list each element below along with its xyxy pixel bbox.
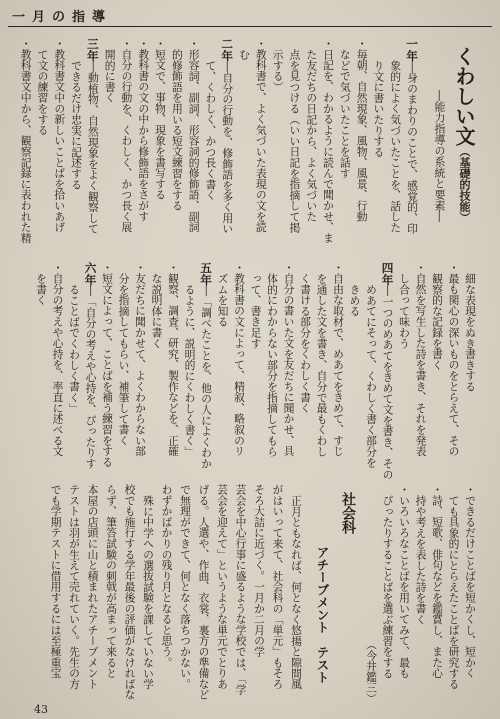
grade-label: 二年 xyxy=(220,38,235,62)
text-column xyxy=(165,262,182,480)
item-text: 持や考えを表した詩を書く xyxy=(414,494,428,625)
article-author: （今井鑑三） xyxy=(365,639,378,704)
item-text: めあてにそって、くわしく書く部分を xyxy=(365,283,378,468)
text-column xyxy=(66,262,83,480)
guideline-item xyxy=(247,262,297,480)
item-text: ることばでくわしく書く」 xyxy=(68,283,81,414)
text-column xyxy=(403,38,420,258)
body-column: げる。人選や、作曲、衣裳、裏方の準備など xyxy=(197,484,211,700)
text-column xyxy=(49,262,66,480)
guideline-item xyxy=(346,262,396,480)
text-column xyxy=(118,38,135,258)
text-column xyxy=(84,38,101,258)
item-text: を書く xyxy=(35,272,48,306)
text-column xyxy=(379,484,396,704)
text-column xyxy=(429,262,446,480)
body-paragraph xyxy=(46,484,157,704)
guideline-item xyxy=(379,484,412,704)
item-text: ても具象的にとらえたことばを研究する xyxy=(447,494,461,690)
text-column xyxy=(115,262,132,480)
item-text: ・形容詞、副詞、形容詞的修飾語、副詞 xyxy=(187,38,201,233)
grade-label: 六年 xyxy=(83,262,98,286)
guideline-item xyxy=(370,38,420,258)
text-column xyxy=(264,262,281,480)
body-column: でも学期テストに借用するには至極重宝 xyxy=(49,484,63,679)
item-text: ・短文によって、ことばを補う練習をする xyxy=(101,262,114,468)
body-column: 本屋の店頭に山と積まれたアチーブメント xyxy=(86,484,100,690)
item-text: ぴったりすることばを選ぶ練習をする xyxy=(381,494,395,679)
text-column xyxy=(379,262,396,480)
item-text: ・できるだけことばを短かくし、短かく xyxy=(464,484,477,679)
item-text: て、くわしく、かつ長く書く xyxy=(204,59,218,200)
guideline-item xyxy=(181,262,214,480)
text-column xyxy=(280,262,297,480)
text-column xyxy=(412,262,429,480)
text-column xyxy=(353,38,370,258)
text-column xyxy=(462,484,479,704)
text-column xyxy=(34,38,51,258)
text-column xyxy=(370,38,387,258)
guideline-item xyxy=(33,262,66,480)
running-header: 一月の指導 xyxy=(12,10,113,25)
guideline-item xyxy=(445,484,478,704)
text-column xyxy=(151,38,168,258)
body-column: 正月ともなれば、何となく悠揚と隙間風 xyxy=(290,494,303,690)
item-text: ・観察、調査、研究、製作などを、正確 xyxy=(167,262,180,457)
text-column xyxy=(396,484,413,704)
guideline-item xyxy=(214,262,247,480)
item-text: ―「調べたことを、他の人によくわか xyxy=(200,285,213,469)
item-text: 開的に書く xyxy=(103,48,117,103)
item-text: ・教科書で、よく気づいた表現の文を読 xyxy=(254,38,268,233)
text-column xyxy=(101,38,118,258)
text-column xyxy=(198,262,215,480)
item-text: 分を指摘してもらい、補筆して書く xyxy=(117,272,131,446)
item-text: た友だちの日記から、よく気づいた xyxy=(305,48,319,222)
guideline-item xyxy=(429,262,462,480)
item-text: て文の練習をする xyxy=(36,48,50,136)
body-column: そろ大詰に近づく。一月か二月の学 xyxy=(253,484,266,657)
item-text: 点を見つける（いい日記を指摘して掲 xyxy=(288,48,302,233)
text-column xyxy=(429,484,446,704)
upper-tier xyxy=(17,38,478,258)
text-column xyxy=(396,262,413,480)
text-column xyxy=(231,262,248,480)
text-column xyxy=(202,38,219,258)
text-column xyxy=(386,38,403,258)
text-column xyxy=(445,484,462,704)
guideline-item xyxy=(412,484,445,704)
item-text: り文に書いたりする xyxy=(372,59,386,157)
text-column xyxy=(132,262,149,480)
grade-label: 四年 xyxy=(380,262,395,286)
item-text: 観察的な記録を書く xyxy=(431,272,444,370)
guideline-item xyxy=(34,38,68,258)
text-column xyxy=(297,262,314,480)
item-text: ・日記を、わかるように読んで聞かせ、ま xyxy=(322,38,336,244)
body-column: がはいって来て、社会科の「単元」もそろ xyxy=(271,484,285,690)
grade-label: 一年 xyxy=(405,38,419,62)
section-label: 社会科 xyxy=(340,492,356,534)
item-text: 示する） xyxy=(271,48,285,92)
text-column xyxy=(218,38,235,258)
item-text: ・短文で、事物、現象を書写する xyxy=(154,38,168,200)
item-text: ・自分の考えや心持を、率直に述べる文 xyxy=(51,262,65,457)
item-text: って、書き足す xyxy=(249,272,263,349)
body-column: わずかばかりの残り月となると思う。 xyxy=(160,484,174,668)
item-text: ・最も関心の深いものをとらえて、その xyxy=(447,262,461,457)
article-title-note: （基礎的技能） xyxy=(458,146,471,223)
text-column xyxy=(181,262,198,480)
item-text: るように、説明的にくわしく書く」 xyxy=(183,283,197,457)
item-text: などで気づいたことを話す xyxy=(338,48,352,179)
text-column xyxy=(134,38,151,258)
text-column xyxy=(99,262,116,480)
article-title xyxy=(450,38,478,258)
header-rule xyxy=(8,26,492,27)
item-text: ―「自分の考えや心持を、ぴったりす xyxy=(84,285,98,469)
text-column xyxy=(445,262,462,480)
guideline-item xyxy=(168,38,202,258)
guideline-item xyxy=(17,38,34,258)
item-text: できるだけ忠実に記述する xyxy=(70,59,84,190)
text-column xyxy=(286,38,303,258)
guideline-item xyxy=(462,262,479,480)
text-column xyxy=(185,38,202,258)
text-column xyxy=(330,262,347,480)
middle-tier xyxy=(33,262,479,480)
text-column xyxy=(214,262,231,480)
item-text: ―自分の行動を、修飾語を多く用い xyxy=(221,61,235,234)
item-text: きめる xyxy=(348,283,362,316)
item-text: ・自由な取材で、めあてをきめて、すじ xyxy=(332,262,345,457)
body-column: で無理ができて、何となく落ちつかない。 xyxy=(179,484,192,690)
item-text: ・自然を写生した詩を書き、それを発表 xyxy=(414,262,428,457)
item-text: ・詩、短歌、俳句などを鑑賞し、また心 xyxy=(431,484,444,679)
body-column: らず、筆答試験の刺戟が高まって来ると xyxy=(105,484,118,679)
article-title-main: くわしい文 xyxy=(452,46,476,146)
text-column xyxy=(336,38,353,258)
guideline-item xyxy=(336,38,370,258)
guideline-item xyxy=(202,38,236,258)
item-text: ・教科書文中の新しいことばを拾いあげ xyxy=(53,38,67,233)
item-text: 細な表現をぬき書きする xyxy=(464,272,477,392)
item-text: を通した文を書き、自分で最もくわし xyxy=(315,272,329,457)
text-column xyxy=(235,38,252,258)
item-text: ―身のまわりのことで、感覚的、印 xyxy=(406,61,419,234)
item-text: ・教科書の文の中から修飾語をさがす xyxy=(137,38,151,222)
item-text: む xyxy=(238,48,252,60)
item-text: ・友だちに聞かせて、よくわからない部 xyxy=(134,262,147,457)
grade-label: 五年 xyxy=(199,262,213,286)
body-column: 殊に中学への選抜試験を課していない学 xyxy=(142,494,155,690)
item-text: ズムを知る xyxy=(216,272,230,327)
body-column: テストは羽が生えて売れていく。先生の方 xyxy=(68,484,81,690)
body-paragraph xyxy=(157,484,305,704)
text-column xyxy=(33,262,50,480)
lower-items xyxy=(379,484,478,704)
guideline-item xyxy=(101,38,135,258)
text-column xyxy=(269,38,286,258)
lower-tier xyxy=(363,484,479,704)
item-text: ・自分の行動を、くわしく、かつ長く展 xyxy=(120,38,134,233)
page-number: 43 xyxy=(34,703,48,716)
text-column xyxy=(82,262,99,480)
item-text: し合って味わう xyxy=(398,272,411,349)
item-text: な説明体に書く xyxy=(150,272,164,349)
text-column xyxy=(412,484,429,704)
text-column xyxy=(17,38,34,258)
guideline-item xyxy=(134,38,151,258)
text-column xyxy=(302,38,319,258)
guideline-item xyxy=(115,262,148,480)
item-text: く書ける部分をくわしく書く xyxy=(299,272,312,414)
guideline-item xyxy=(151,38,168,258)
text-column xyxy=(363,262,380,480)
item-text: 的修飾語を用いる短文練習をする xyxy=(170,48,184,211)
guideline-item xyxy=(396,262,429,480)
text-column xyxy=(462,262,479,480)
item-text: ・毎朝、自然現象、風物、風景、行動 xyxy=(355,38,369,222)
guideline-item xyxy=(297,262,347,480)
body-column: 芸会を中心行事に盛るような学校では、「学 xyxy=(234,484,248,695)
guideline-item xyxy=(235,38,269,258)
text-column xyxy=(67,38,84,258)
section-title: アチーブメント テスト xyxy=(315,546,330,684)
item-text: ―一つのめあてをきめて文を書き、その xyxy=(381,285,395,480)
text-column xyxy=(252,38,269,258)
section-body xyxy=(46,484,305,704)
article-subtitle: ―能力指導の系統と要素― xyxy=(433,90,446,222)
item-text: 象的によく気づいたことを、話した xyxy=(389,59,403,233)
item-text: ・教科書文中から、観察記録に表われた精 xyxy=(19,38,33,244)
guideline-item xyxy=(67,38,101,258)
guideline-item xyxy=(269,38,336,258)
text-column xyxy=(319,38,336,258)
guideline-item xyxy=(66,262,99,480)
guideline-item xyxy=(148,262,181,480)
item-text: ・いろいろなことばを用いてみて、最も xyxy=(398,484,411,679)
text-column xyxy=(313,262,330,480)
item-text: 体的にわからない部分を指摘してもら xyxy=(266,272,279,457)
body-column: 芸会を迎えて」というような単元でとりあ xyxy=(216,484,229,690)
guideline-item xyxy=(99,262,116,480)
middle-items xyxy=(33,262,479,480)
text-column xyxy=(168,38,185,258)
text-column xyxy=(148,262,165,480)
item-text: ―動植物、自然現象をよく観察して xyxy=(86,61,100,234)
grade-label: 三年 xyxy=(85,38,100,62)
text-column xyxy=(247,262,264,480)
upper-items xyxy=(17,38,420,258)
body-column: 校でも施行する学年最後の評価がなければな xyxy=(123,484,137,700)
text-column xyxy=(346,262,363,480)
text-column xyxy=(50,38,67,258)
item-text: ・教科書の文によって、精叙、略叙のリ xyxy=(233,262,246,457)
item-text: ・自分の書いた文を友だちに聞かせ、具 xyxy=(282,262,296,457)
